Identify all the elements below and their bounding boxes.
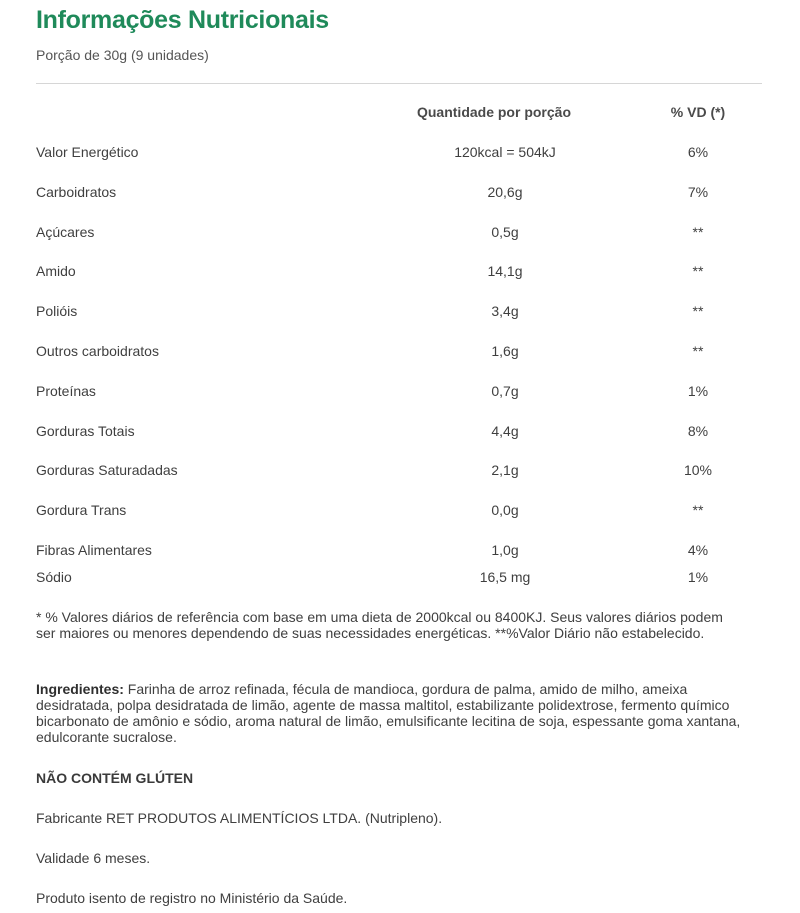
nutrient-quantity: 3,4g	[491, 303, 519, 319]
table-row	[0, 423, 800, 443]
nutrient-daily-value: 1%	[687, 383, 709, 399]
table-row	[0, 569, 800, 589]
table-row	[0, 263, 800, 283]
nutrient-daily-value: **	[692, 502, 704, 518]
ingredients-paragraph	[36, 681, 762, 745]
table-row	[0, 184, 800, 204]
table-row	[0, 542, 800, 562]
table-row	[0, 303, 800, 323]
nutrient-name: Açúcares	[36, 224, 95, 240]
nutrient-quantity: 0,0g	[491, 502, 519, 518]
nutrient-name: Polióis	[36, 303, 78, 319]
nutrient-name: Gorduras Saturadadas	[36, 462, 178, 478]
nutrient-daily-value: **	[692, 263, 704, 279]
column-header-quantity: Quantidade por porção	[416, 104, 571, 120]
nutrient-quantity: 120kcal = 504kJ	[454, 144, 556, 160]
column-header-daily-value: % VD (*)	[670, 104, 726, 120]
table-row	[0, 224, 800, 244]
nutrient-quantity: 16,5 mg	[479, 569, 531, 585]
divider	[36, 83, 762, 84]
nutrient-quantity: 2,1g	[491, 462, 519, 478]
ingredients-text: Farinha de arroz refinada, fécula de mandioca, gordura de palma, amido de milho, ameixa desidratada, polpa desidratada de limão, agente de massa maltitol, estabilizante polidextrose, fermento químico bicarbonato de amônio e sódio, aroma natural de limão, emulsificante lecitina de soja, espessante goma xantana, edulcorante sucralose.	[36, 681, 741, 745]
nutrient-daily-value: **	[692, 224, 704, 240]
ingredients-label: Ingredientes:	[36, 681, 124, 697]
registry-text: Produto isento de registro no Ministério da Saúde.	[36, 890, 348, 906]
nutrient-daily-value: 1%	[687, 569, 709, 585]
nutrient-daily-value: 6%	[687, 144, 709, 160]
nutrient-quantity: 0,7g	[491, 383, 519, 399]
nutrient-quantity: 14,1g	[487, 263, 523, 279]
nutrient-quantity: 4,4g	[491, 423, 519, 439]
nutrient-name: Gorduras Totais	[36, 423, 135, 439]
nutrient-name: Carboidratos	[36, 184, 117, 200]
nutrient-daily-value: 8%	[687, 423, 709, 439]
manufacturer-text: Fabricante RET PRODUTOS ALIMENTÍCIOS LTDA. (Nutripleno).	[36, 810, 443, 826]
table-row	[0, 462, 800, 482]
page-title: Informações Nutricionais	[36, 6, 329, 34]
nutrient-daily-value: 10%	[683, 462, 713, 478]
validity-text: Validade 6 meses.	[36, 850, 151, 866]
nutrient-name: Valor Energético	[36, 144, 139, 160]
table-row	[0, 502, 800, 522]
daily-value-footnote: * % Valores diários de referência com base em uma dieta de 2000kcal ou 8400KJ. Seus valores diários podem ser maiores ou menores dependendo de suas necessidades energéticas. **%Valor Diário não estabelecido.	[36, 609, 723, 641]
table-row	[0, 383, 800, 403]
nutrient-quantity: 1,0g	[491, 542, 519, 558]
gluten-notice: NÃO CONTÉM GLÚTEN	[36, 770, 194, 786]
nutrient-name: Gordura Trans	[36, 502, 127, 518]
table-row	[0, 144, 800, 164]
nutrient-daily-value: **	[692, 303, 704, 319]
nutrient-name: Outros carboidratos	[36, 343, 159, 359]
nutrient-name: Amido	[36, 263, 76, 279]
nutrient-daily-value: **	[692, 343, 704, 359]
nutrient-quantity: 1,6g	[491, 343, 519, 359]
nutrient-name: Fibras Alimentares	[36, 542, 152, 558]
nutrient-daily-value: 4%	[687, 542, 709, 558]
table-row	[0, 343, 800, 363]
portion-size: Porção de 30g (9 unidades)	[36, 47, 209, 63]
nutrient-quantity: 0,5g	[491, 224, 519, 240]
nutrient-name: Sódio	[36, 569, 72, 585]
nutrient-quantity: 20,6g	[487, 184, 523, 200]
nutrient-name: Proteínas	[36, 383, 96, 399]
nutrient-daily-value: 7%	[687, 184, 709, 200]
